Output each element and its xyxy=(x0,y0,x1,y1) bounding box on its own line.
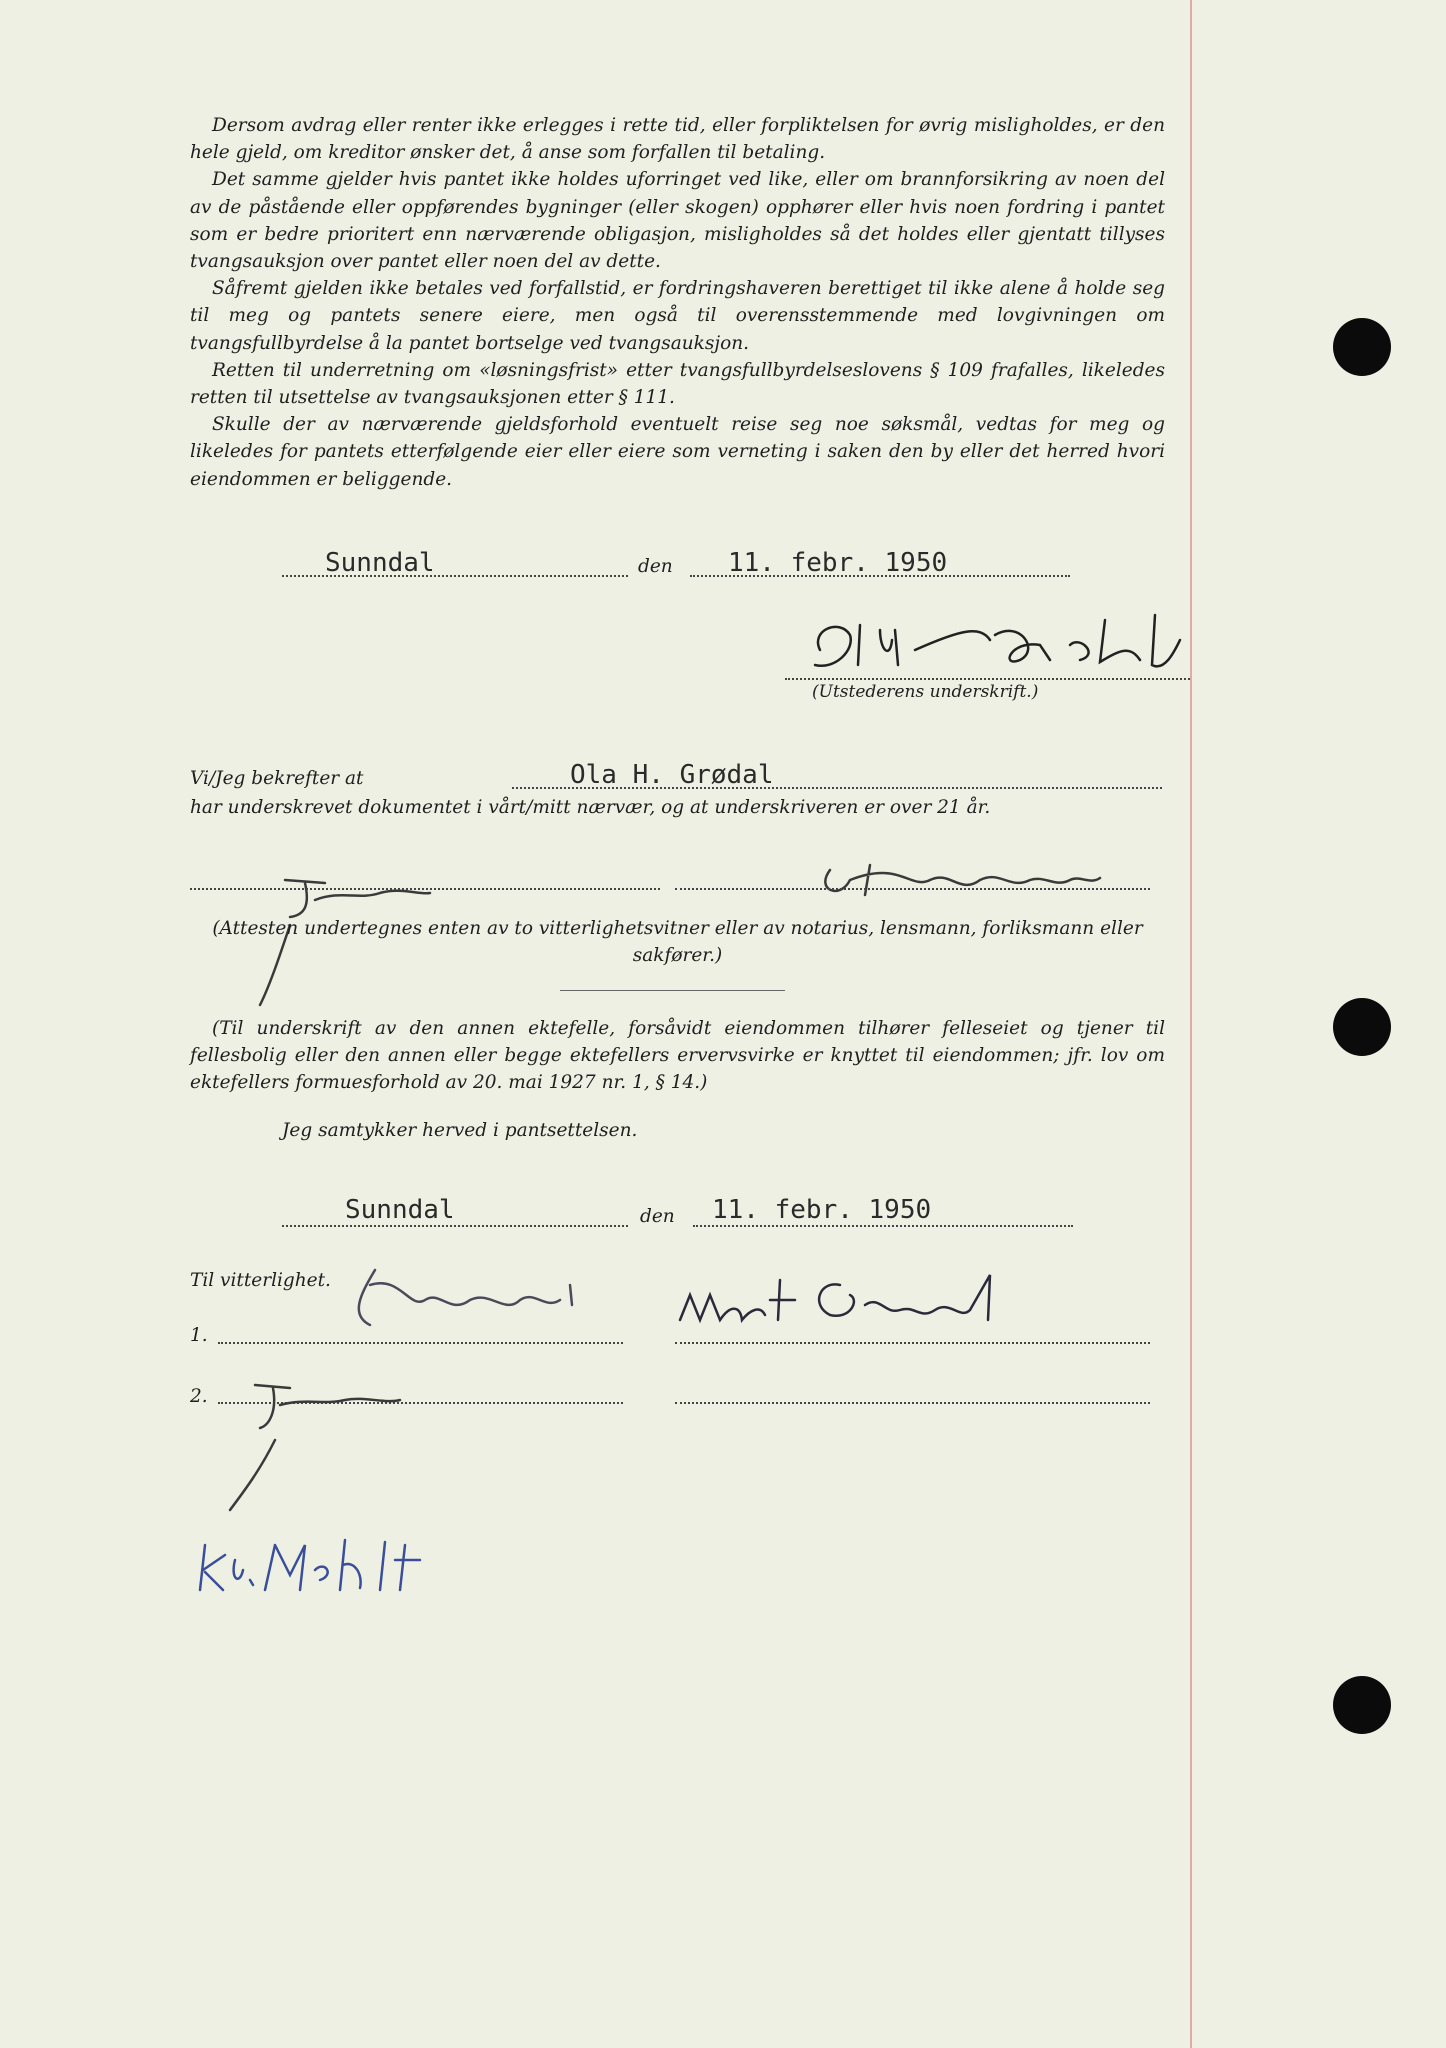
paragraph: Det samme gjelder hvis pantet ikke holdes uforringet ved like, eller om brannforsikring av noen del av de påstående eller oppførendes bygninger (eller skogen) opphører eller hvis noen fordring i pantet som er bedre prioritert enn nærværende obligasjon, misligholdes så det holdes eller gjentatt tillyses tvangsauksjon over pantet eller noen del av dette. xyxy=(190,169,1165,273)
attest-note: (Attesten undertegnes enten av to vitterlighetsvitner eller av notarius, lensmann, forliksmann eller sakfører.) xyxy=(212,918,1143,966)
paragraph: Dersom avdrag eller renter ikke erlegges i rette tid, eller forpliktelsen for øvrig misligholdes, er den hele gjeld, om kreditor ønsker det, å anse som forfallen til betaling. xyxy=(190,115,1165,164)
paragraph: Retten til underretning om «løsningsfrist» etter tvangsfullbyrdelseslovens § 109 frafalles, likeledes retten til utsettelse av tvangsauksjonen etter § 111. xyxy=(190,359,1165,409)
witness2-signature-2-image xyxy=(215,1370,495,1520)
witness2-signature-1-image xyxy=(340,1255,620,1355)
vitterlighet-label: Til vitterlighet. xyxy=(190,1270,331,1291)
witness-line-2 xyxy=(675,888,1150,890)
spouse-signature-image xyxy=(670,1265,1090,1355)
place-line-2 xyxy=(282,1225,628,1227)
den-label: den xyxy=(638,556,673,577)
confirm-prefix: Vi/Jeg bekrefter at xyxy=(190,768,364,789)
spouse-signature-line-2 xyxy=(675,1402,1150,1404)
den-label-2: den xyxy=(640,1206,675,1227)
confirm-text: har underskrevet dokumentet i vårt/mitt nærvær, og at underskriveren er over 21 år. xyxy=(190,797,991,818)
date-line-2 xyxy=(693,1225,1073,1227)
place-value: Sunndal xyxy=(325,548,435,578)
paragraph: Skulle der av nærværende gjeldsforhold eventuelt reise seg noe søksmål, vedtas for meg og likeledes for pantets etterfølgende eier eller eiere som verneting i saken den by eller det herred hvori eiendommen er beliggende. xyxy=(190,414,1165,490)
separator-line xyxy=(560,990,785,991)
paragraph: Såfremt gjelden ikke betales ved forfallstid, er fordringshaveren berettiget til ikke alene å holde seg til meg og pantets senere eiere, men også til overensstemmende med lovgivningen om tvangsfullbyrdelse å la pantet bortselge ved tvangsauksjon. xyxy=(190,278,1165,354)
punch-hole xyxy=(1333,318,1391,376)
issuer-signature-line xyxy=(785,678,1190,680)
spouse-note-text: (Til underskrift av den annen ektefelle, forsåvidt eiendommen tilhører felleseiet og tjener til fellesbolig eller den annen eller begge ektefellers ervervsvirke er knyttet til eiendommen; jfr. lov om ektefellers formuesforhold av 20. mai 1927 nr. 1, § 14.) xyxy=(190,1018,1165,1094)
issuer-caption: (Utstederens underskrift.) xyxy=(812,682,1039,702)
spouse-note xyxy=(190,1015,1165,1097)
bottom-note-image xyxy=(185,1530,485,1610)
place-value-2: Sunndal xyxy=(345,1195,455,1225)
consent-text: Jeg samtykker herved i pantsettelsen. xyxy=(282,1120,638,1141)
row-number-1: 1. xyxy=(190,1325,208,1346)
terms-text xyxy=(190,112,1165,493)
date-value-2: 11. febr. 1950 xyxy=(712,1195,932,1225)
row-number-2: 2. xyxy=(190,1386,208,1407)
margin-line xyxy=(1190,0,1192,2048)
punch-hole xyxy=(1333,998,1391,1056)
date-value: 11. febr. 1950 xyxy=(728,548,948,578)
confirm-name: Ola H. Grødal xyxy=(570,760,774,790)
punch-hole xyxy=(1333,1676,1391,1734)
witness-signature-2-image xyxy=(810,850,1170,910)
witness-line-1 xyxy=(190,888,660,890)
